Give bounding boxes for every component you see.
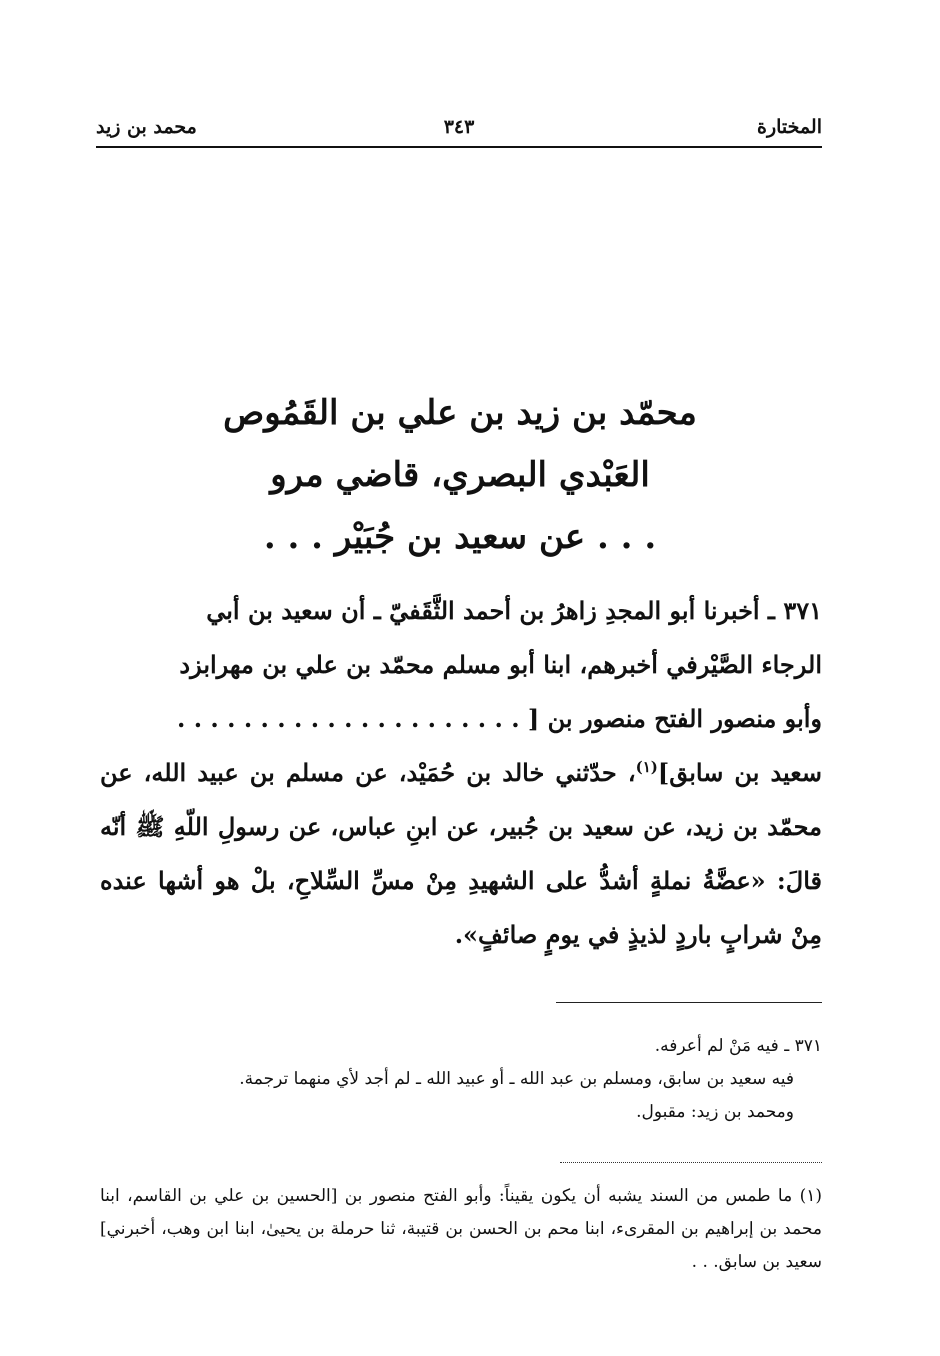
section-title: محمد بن زيد — [96, 116, 197, 138]
chapter-title-line-3: . . . عن سعيد بن جُبَيْر . . . — [263, 517, 657, 557]
hadith-para2-rest: ، حدّثني خالد بن حُمَيْد، عن مسلم بن عبيد الله، عن محمّد بن زيد، عن سعيد بن جُبير، عن ابنِ عباس، عن رسولِ اللّهِ ﷺ أنّه قالَ: «عضَّةُ نملةٍ أشدُّ على الشهيدِ مِنْ مسِّ السِّلاحِ، بلْ هو أشها عنده مِنْ شرابٍ باردٍ لذيذٍ في يومٍ صائفٍ». — [100, 758, 822, 949]
hadith-text — [100, 584, 822, 962]
commentary-line-3: ومحمد بن زيد: مقبول. — [636, 1102, 794, 1122]
header-rule — [96, 146, 822, 148]
footnote-separator — [560, 1162, 822, 1163]
running-header — [96, 112, 822, 146]
footnote — [100, 1180, 822, 1279]
hadith-line-1: ٣٧١ ـ أخبرنا أبو المجدِ زاهرُ بن أحمد الثَّقَفيّ ـ أن سعيد بن أبي — [206, 596, 822, 625]
notes-separator — [556, 1002, 822, 1003]
book-title: المختارة — [757, 116, 822, 138]
hadith-line-2: الرجاء الصَّيْرفي أخبرهم، ابنا أبو مسلم محمّد بن علي بن مهرابزد — [179, 650, 822, 679]
chapter-title-line-2: العَبْدي البصري، قاضي مرو — [270, 455, 650, 495]
chapter-title-line-1: محمّد بن زيد بن علي بن القَمُوص — [223, 393, 697, 433]
commentary-line-2: فيه سعيد بن سابق، ومسلم بن عبد الله ـ أو عبيد الله ـ لم أجد لأي منهما ترجمة. — [239, 1069, 794, 1089]
footnote-reference: (١) — [635, 758, 658, 776]
chapter-title — [120, 382, 800, 568]
hadith-paragraph-2 — [100, 746, 822, 962]
hadith-line-3: وأبو منصور الفتح منصور بن [ . . . . . . . . . . . . . . . . . . . . . — [177, 704, 822, 733]
page-number: ٣٤٣ — [443, 116, 475, 138]
commentary-notes — [120, 1030, 822, 1129]
commentary-line-1: ٣٧١ ـ فيه مَنْ لم أعرفه. — [654, 1036, 822, 1056]
footnote-text: (١) ما طمس من السند يشبه أن يكون يقيناً: وأبو الفتح منصور بن [الحسين بن علي بن القاسم، ابنا محمد بن إبراهيم بن المقرىء، ابنا محم بن الحسن بن قتيبة، ثنا حرملة بن يحيىٰ، ابنا ابن وهب، أخبرني] سعيد بن سابق. . . — [100, 1186, 822, 1272]
hadith-para2-start: سعيد بن سابق] — [657, 758, 822, 787]
